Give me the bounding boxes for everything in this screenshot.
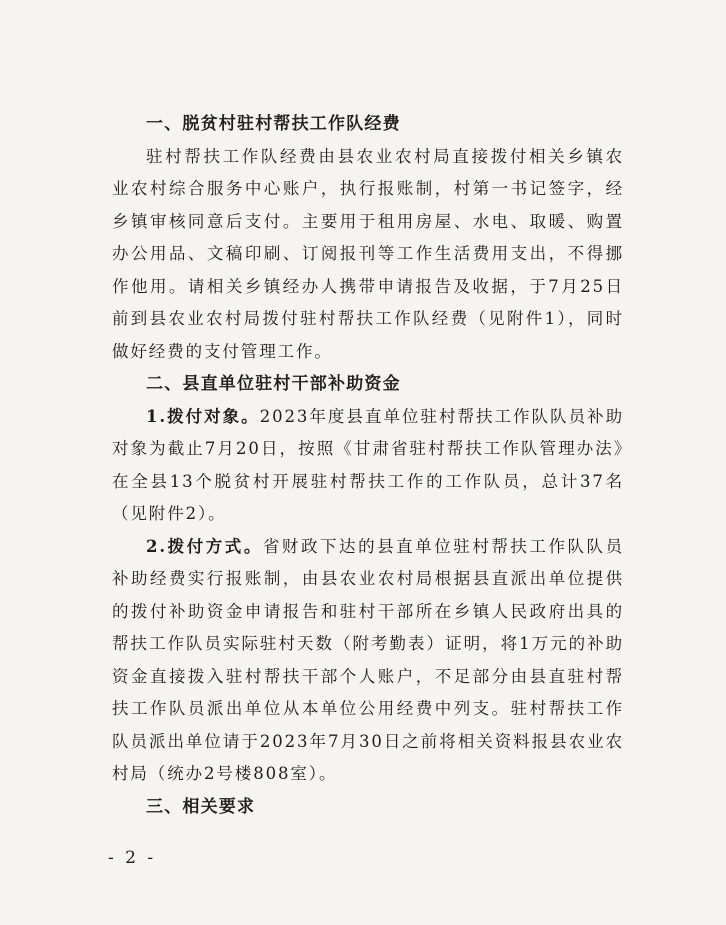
section-1-paragraph: 驻村帮扶工作队经费由县农业农村局直接拨付相关乡镇农业农村综合服务中心账户，执行报账制，村第一书记签字，经乡镇审核同意后支付。主要用于租用房屋、水电、取暖、购置办公用品、文稿印刷、订阅报刊等工作生活费用支出，不得挪作他用。请相关乡镇经办人携带申请报告及收据，于7月25日前到县农业农村局拨付驻村帮扶工作队经费（见附件1），同时做好经费的支付管理工作。 [112,146,624,361]
item-1-lead: 1.拨付对象。 [146,406,260,426]
section-2-item-2 [112,531,624,791]
page-number: - 2 - [108,848,157,868]
item-2-lead: 2.拨付方式。 [146,536,263,556]
section-2-heading: 二、县直单位驻村干部补助资金 [146,374,401,394]
document-body [112,108,624,823]
section-2-item-1 [112,401,624,531]
section-1-heading: 一、脱贫村驻村帮扶工作队经费 [146,114,401,134]
item-2-text: 省财政下达的县直单位驻村帮扶工作队队员补助经费实行报账制，由县农业农村局根据县直派出单位提供的拨付补助资金申请报告和驻村干部所在乡镇人民政府出具的帮扶工作队员实际驻村天数（附考勤表）证明，将1万元的补助资金直接拨入驻村帮扶干部个人账户，不足部分由县直驻村帮扶工作队员派出单位从本单位公用经费中列支。驻村帮扶工作队员派出单位请于2023年7月30日之前将相关资料报县农业农村局（统办2号楼808室）。 [112,536,624,783]
section-3-heading: 三、相关要求 [146,796,256,817]
item-1-text: 2023年度县直单位驻村帮扶工作队队员补助对象为截止7月20日，按照《甘肃省驻村帮扶工作队管理办法》在全县13个脱贫村开展驻村帮扶工作的工作队员，总计37名（见附件2）。 [112,406,624,523]
